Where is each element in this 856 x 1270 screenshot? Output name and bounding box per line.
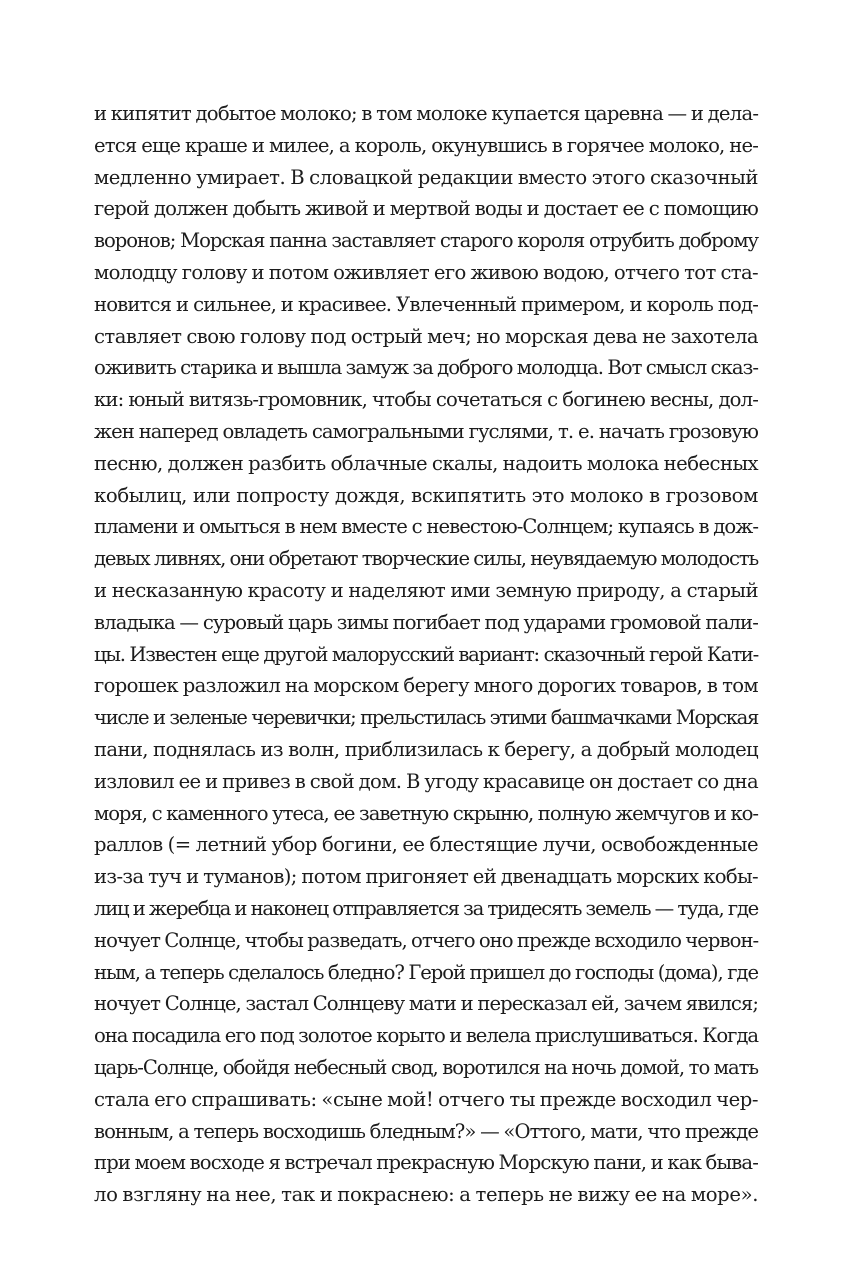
text-line: ночует Солнце, чтобы разведать, отчего оно прежде всходило червон- bbox=[94, 928, 759, 952]
text-line: стала его спрашивать: «сыне мой! отчего ты прежде восходил чер- bbox=[94, 1087, 759, 1111]
text-line: песню, должен разбить облачные скалы, надоить молока небесных bbox=[94, 451, 758, 475]
text-line: медленно умирает. В словацкой редакции вместо этого сказочный bbox=[94, 165, 758, 189]
text-line: пани, поднялась из волн, приблизилась к берегу, а добрый молодец bbox=[94, 737, 758, 761]
text-line: изловил ее и привез в свой дом. В угоду красавице он достает со дна bbox=[94, 769, 758, 793]
body-text bbox=[94, 98, 758, 1211]
text-line: кобылиц, или попросту дождя, вскипятить это молоко в грозовом bbox=[94, 483, 758, 507]
text-line: владыка — суровый царь зимы погибает под ударами громовой пали- bbox=[94, 610, 758, 634]
text-line: пламени и омыться в нем вместе с невестою-Солнцем; купаясь в дож- bbox=[94, 515, 758, 539]
text-line: ки: юный витязь-громовник, чтобы сочетаться с богинею весны, дол- bbox=[94, 388, 758, 412]
text-line: ным, а теперь сделалось бледно? Герой пришел до господы (дома), где bbox=[94, 960, 758, 984]
text-line: жен наперед овладеть самогральными гуслями, т. е. начать грозовую bbox=[94, 419, 758, 443]
text-line: ется еще краше и милее, а король, окунувшись в горячее молоко, не- bbox=[94, 133, 758, 157]
text-line: числе и зеленые черевички; прельстилась этими башмачками Морская bbox=[94, 706, 758, 730]
text-line: новится и сильнее, и красивее. Увлеченный примером, и король под- bbox=[94, 292, 758, 316]
text-line: девых ливнях, они обретают творческие силы, неувядаемую молодость bbox=[94, 547, 758, 571]
text-line: молодцу голову и потом оживляет его живою водою, отчего тот ста- bbox=[94, 260, 758, 284]
text-line: раллов (= летний убор богини, ее блестящие лучи, освобожденные bbox=[94, 833, 758, 857]
text-line: царь-Солнце, обойдя небесный свод, воротился на ночь домой, то мать bbox=[94, 1055, 758, 1079]
text-line: лиц и жеребца и наконец отправляется за тридесять земель — туда, где bbox=[94, 896, 758, 920]
text-line: из-за туч и туманов); потом пригоняет ей двенадцать морских кобы- bbox=[94, 865, 758, 889]
text-line: ставляет свою голову под острый меч; но морская дева не захотела bbox=[94, 324, 758, 348]
text-line: горошек разложил на морском берегу много дорогих товаров, в том bbox=[94, 674, 758, 698]
text-line: и кипятит добытое молоко; в том молоке купается царевна — и дела- bbox=[94, 102, 759, 125]
text-line: герой должен добыть живой и мертвой воды и достает ее с помощию bbox=[94, 197, 758, 221]
text-line: воронов; Морская панна заставляет старого короля отрубить доброму bbox=[94, 229, 758, 253]
text-line: ло взгляну на нее, так и покраснею: а теперь не вижу ее на море». bbox=[94, 1183, 759, 1207]
text-line: ночует Солнце, застал Солнцеву мати и пересказал ей, зачем явился; bbox=[94, 992, 758, 1016]
text-line: она посадила его под золотое корыто и велела прислушиваться. Когда bbox=[94, 1024, 758, 1048]
text-line: и несказанную красоту и наделяют ими земную природу, а старый bbox=[94, 578, 758, 602]
text-line: моря, с каменного утеса, ее заветную скрыню, полную жемчугов и ко- bbox=[94, 801, 758, 825]
text-line: при моем восходе я встречал прекрасную Морскую пани, и как быва- bbox=[94, 1151, 758, 1175]
text-line: вонным, а теперь восходишь бледным?» — «Оттого, мати, что прежде bbox=[94, 1119, 758, 1143]
text-line: оживить старика и вышла замуж за доброго молодца. Вот смысл сказ- bbox=[94, 356, 758, 380]
text-line: цы. Известен еще другой малорусский вариант: сказочный герой Кати- bbox=[94, 642, 758, 666]
